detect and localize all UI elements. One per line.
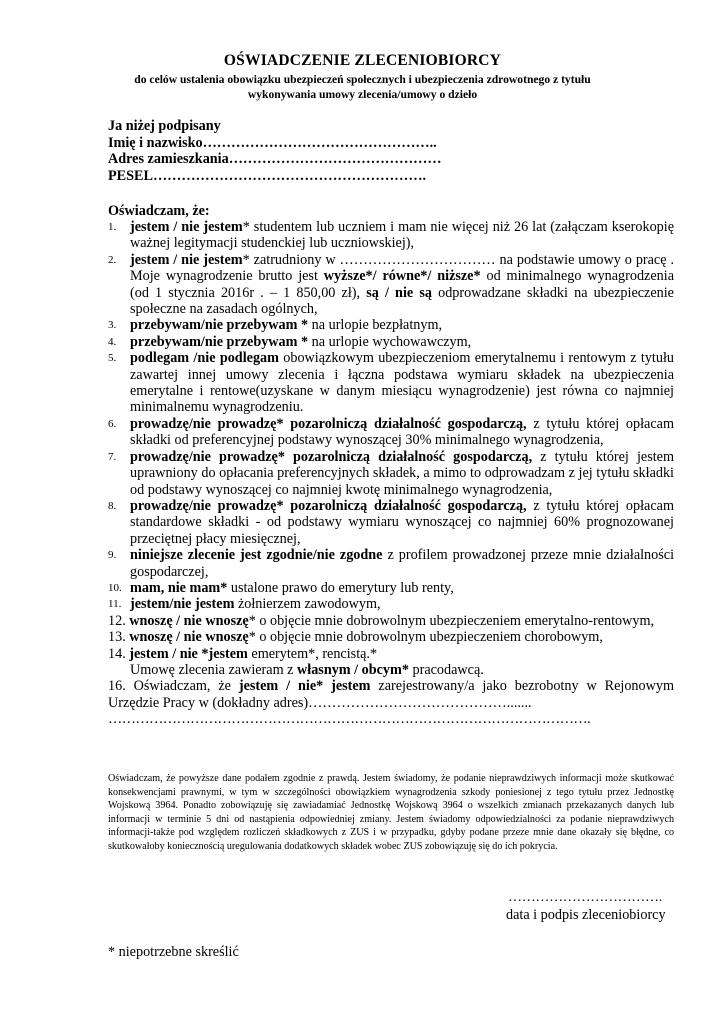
item-text-3: odprowadzane składki na ubezpieczenie społeczne na zasadach ogólnych, <box>130 284 674 318</box>
item-text: żołnierzem zawodowym, <box>234 596 381 613</box>
item-option: wnoszę / nie wnoszę <box>129 612 249 629</box>
item-number: 1. <box>108 221 117 233</box>
item-text: z tytułu której opłacam standardowe składki - od podstawy wymiaru wynoszącej co najmniej 60% prognozowanej przeciętnej płacy miesięcznej, <box>130 497 674 547</box>
item-text: z tytułu której opłacam składki od preferencyjnej podstawy wynoszącej 30% minimalnego wynagrodzenia, <box>130 415 674 449</box>
item-option-3: są / nie są <box>366 284 432 301</box>
item-text: * studentem lub uczniem i mam nie więcej niż 26 lat (załączam kserokopię ważnej legitymacji studenckiej lub uczniowskiej), <box>130 219 674 252</box>
item-text: z profilem prowadzonej przeze mnie działalności gospodarczej, <box>130 547 675 580</box>
item-text: na urlopie wychowawczym, <box>308 333 472 350</box>
item-text: Oświadczam, że <box>125 678 239 695</box>
item-text: * o objęcie mnie dobrowolnym ubezpieczeniem chorobowym, <box>248 629 603 646</box>
item-option: własnym / obcym* <box>297 661 409 678</box>
item-text: z tytułu której jestem uprawniony do opłacania preferencyjnych składek, a mimo to odprowadzam z jej tytułu składki od podstawy wynoszącej co najmniej kwotę minimalnego wynagrodzenia, <box>130 448 674 498</box>
signed-label: Ja niżej podpisany <box>108 118 221 134</box>
item-text: emerytem*, rencistą.* <box>247 645 378 662</box>
list-item-4 <box>108 334 674 350</box>
item-text: * zatrudniony w …………………………… na podstawie umowy o pracę . Moje wynagrodzenie brutto jest <box>130 251 675 285</box>
item-option: prowadzę/nie prowadzę* pozarolniczą działalność gospodarczą, <box>130 448 533 465</box>
address-dotted-line: ……………………………………………………………………………………………. <box>108 711 591 728</box>
list-item-8 <box>108 498 674 547</box>
subtitle-line-2: wykonywania umowy zlecenia/umowy o dzieło <box>247 88 478 101</box>
pesel-field: PESEL…………………………………………………. <box>108 167 427 184</box>
address-field: Adres zamieszkania……………………………………… <box>108 151 442 168</box>
item-number: 2. <box>108 253 117 266</box>
item-option: wnoszę / nie wnoszę <box>129 629 249 646</box>
item-option: jestem/nie jestem <box>130 596 235 613</box>
declaration-list <box>108 219 674 728</box>
list-item-9 <box>108 547 674 580</box>
item-text-2: zarejestrowany/a jako bezrobotny w Rejonowym Urzędzie Pracy w (dokładny adres)……………………………………....... <box>108 678 674 711</box>
item-number: 10. <box>108 581 122 594</box>
item-text: * o objęcie mnie dobrowolnym ubezpieczeniem emerytalno-rentowym, <box>248 612 655 629</box>
item-text-2: pracodawcą. <box>408 661 484 678</box>
name-field: Imię i nazwisko………………………………………….. <box>108 134 437 151</box>
list-item-3 <box>108 317 674 333</box>
signature-line: ……………………………. <box>508 890 662 905</box>
list-item-16 <box>108 678 674 727</box>
list-item-1 <box>108 219 674 252</box>
item-option: jestem / nie* jestem <box>238 678 371 695</box>
list-item-7 <box>108 449 674 498</box>
list-item-15 <box>108 662 674 678</box>
item-option: niniejsze zlecenie jest zgodnie/nie zgodne <box>130 547 383 564</box>
document-subtitle <box>120 72 605 102</box>
item-text: na urlopie bezpłatnym, <box>308 317 443 334</box>
item-number: 9. <box>108 549 117 562</box>
subtitle-line-1: do celów ustalenia obowiązku ubezpieczeń społecznych i ubezpieczenia zdrowotnego z tytułu <box>134 73 591 86</box>
item-option: przebywam/nie przebywam * <box>130 317 309 334</box>
list-item-13 <box>108 629 674 645</box>
item-option: podlegam /nie podlegam <box>130 350 279 367</box>
item-option-2: wyższe*/ równe*/ niższe* <box>323 268 481 285</box>
item-text-2: od minimalnego wynagrodzenia (od 1 stycznia 2016r . – 1 850,00 zł), <box>130 268 674 301</box>
footnote: * niepotrzebne skreślić <box>108 944 239 960</box>
item-number: 3. <box>108 319 117 332</box>
signature-label: data i podpis zleceniobiorcy <box>506 907 666 923</box>
item-option: prowadzę/nie prowadzę* pozarolniczą działalność gospodarczą, <box>130 415 527 432</box>
document-title: OŚWIADCZENIE ZLECENIOBIORCY <box>223 52 502 69</box>
declaration-heading: Oświadczam, że: <box>108 203 210 219</box>
item-option: jestem / nie *jestem <box>129 645 248 662</box>
item-number: 4. <box>108 335 117 348</box>
item-number: 5. <box>108 352 117 365</box>
item-number: 12. <box>108 612 126 629</box>
item-number: 13. <box>108 629 126 646</box>
item-option: jestem / nie jestem <box>130 219 243 235</box>
personal-data-section <box>108 118 668 184</box>
item-number: 16. <box>108 678 126 695</box>
item-number: 11. <box>108 598 122 611</box>
list-item-11 <box>108 596 674 612</box>
list-item-2 <box>108 252 674 318</box>
item-number: 6. <box>108 417 117 430</box>
list-item-14 <box>108 646 674 662</box>
item-option: mam, nie mam* <box>130 579 228 596</box>
item-number: 14. <box>108 645 126 662</box>
list-item-6 <box>108 416 674 449</box>
item-option: prowadzę/nie prowadzę* pozarolniczą działalność gospodarczą, <box>130 497 527 514</box>
item-option: przebywam/nie przebywam * <box>130 333 309 350</box>
list-item-12 <box>108 613 674 629</box>
item-number: 8. <box>108 499 117 512</box>
legal-statement: Oświadczam, że powyższe dane podałem zgodnie z prawdą. Jestem świadomy, że podanie nieprawdziwych informacji może skutkować konsekwencjami prawnymi, w tym w szczególności obowiązkiem wynagrodzenia szkody poniesionej z tego tytułu przez Jednostkę Wojskową 3964. Ponadto zobowiązuję się zawiadamiać Jednostkę Wojskową 3964 o wszelkich zmianach przekazanych danych lub informacji w terminie 5 dni od nastąpienia odpowiedniej zmiany. Jestem świadomy odpowiedzialności za podanie nieprawdziwych informacji-także pod względem rozliczeń składkowych z ZUS i w przypadku, gdyby podane przeze mnie dane okazały się błędne, co skutkowałoby koniecznością uregulowania dodatkowych składek wobec ZUS zobowiązuję się do ich pokrycia. <box>108 773 674 852</box>
item-text: obowiązkowym ubezpieczeniom emerytalnemu i rentowym z tytułu zawartej innej umowy zlecenia i łączna podstawa wymiaru składek na ubezpieczenia emerytalne i rentowe(uzyskane w danym miesiącu wynagrodzenie) jest równa co najmniej minimalnemu wynagrodzeniu. <box>130 350 674 416</box>
item-number: 7. <box>108 450 117 463</box>
list-item-5 <box>108 350 674 416</box>
list-item-10 <box>108 580 674 596</box>
item-text: Umowę zlecenia zawieram z <box>130 661 298 678</box>
item-text: ustalone prawo do emerytury lub renty, <box>227 579 454 596</box>
item-option: jestem / nie jestem <box>130 251 243 268</box>
